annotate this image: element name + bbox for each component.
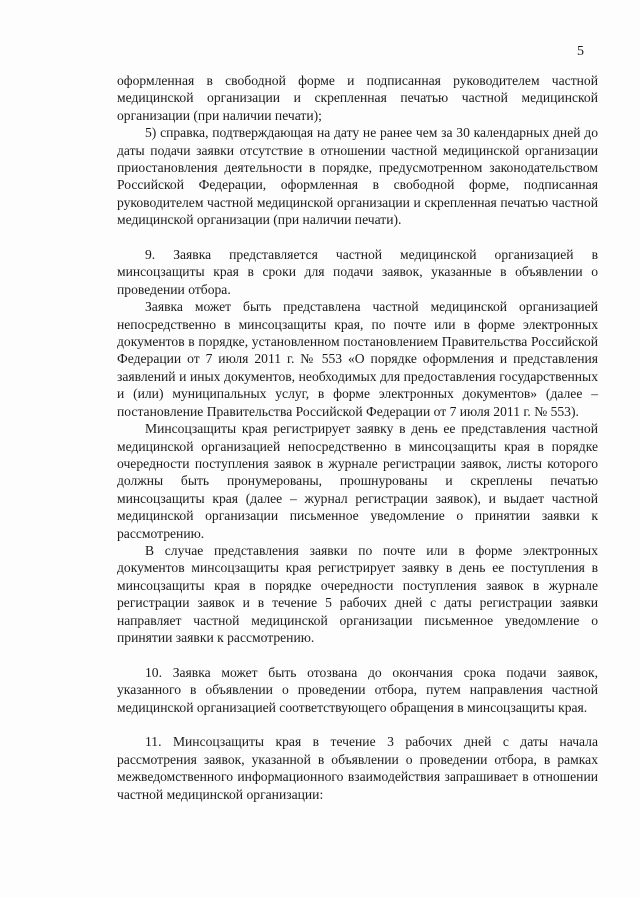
paragraph-registration: Минсоцзащиты края регистрирует заявку в день ее представления частной медицинской организацией непосредственно в минсоцзащиты края в порядке очередности поступления заявок в журнале регистрации заявок, листы которого должны быть пронумерованы, прошнурованы и скреплены печатью минсоцзащиты края (далее – журнал регистрации заявок), и выдает частной медицинской организации письменное уведомление о принятии заявки к рассмотрению.: [117, 421, 598, 541]
paragraph-clause-10: 10. Заявка может быть отозвана до окончания срока подачи заявок, указанного в объявлении о проведении отбора, путем направления частной медицинской организацией соответствующего обращения в минсоцзащиты края.: [117, 664, 598, 715]
paragraph-continuation: оформленная в свободной форме и подписанная руководителем частной медицинской организации и скрепленная печатью частной медицинской организации (при наличии печати);: [117, 73, 598, 123]
paragraph-mail-electronic: В случае представления заявки по почте или в форме электронных документов минсоцзащиты края регистрирует заявку в день ее поступления в минсоцзащиты края в порядке очередности поступления заявок в журнале регистрации заявок и в течение 5 рабочих дней с даты регистрации заявки направляет частной медицинской организации письменное уведомление о принятии заявки к рассмотрению.: [117, 542, 598, 645]
document-body: [117, 72, 598, 803]
paragraph-clause-11: 11. Минсоцзащиты края в течение 3 рабочих дней с даты начала рассмотрения заявок, указанной в объявлении о проведении отбора, в рамках межведомственного информационного взаимодействия запрашивает в отношении частной медицинской организации:: [117, 734, 598, 802]
paragraph-item-5: 5) справка, подтверждающая на дату не ранее чем за 30 календарных дней до даты подачи заявки отсутствие в отношении частной медицинской организации приостановления деятельности в порядке, предусмотренном законодательством Российской Федерации, оформленная в свободной форме, подписанная руководителем частной медицинской организации и скрепленная печатью частной медицинской организации (при наличии печати).: [117, 125, 598, 228]
paragraph-submission-methods: Заявка может быть представлена частной медицинской организацией непосредственно в минсоцзащиты края, по почте или в форме электронных документов в порядке, установленном постановлением Правительства Российской Федерации от 7 июля 2011 г. № 553 «О порядке оформления и представления заявлений и иных документов, необходимых для предоставления государственных и (или) муниципальных услуг, в форме электронных документов» (далее – постановление Правительства Российской Федерации от 7 июля 2011 г. № 553).: [117, 299, 598, 419]
page-number: 5: [577, 44, 584, 59]
paragraph-clause-9: 9. Заявка представляется частной медицинской организацией в минсоцзащиты края в сроки для подачи заявок, указанные в объявлении о проведении отбора.: [117, 247, 598, 297]
